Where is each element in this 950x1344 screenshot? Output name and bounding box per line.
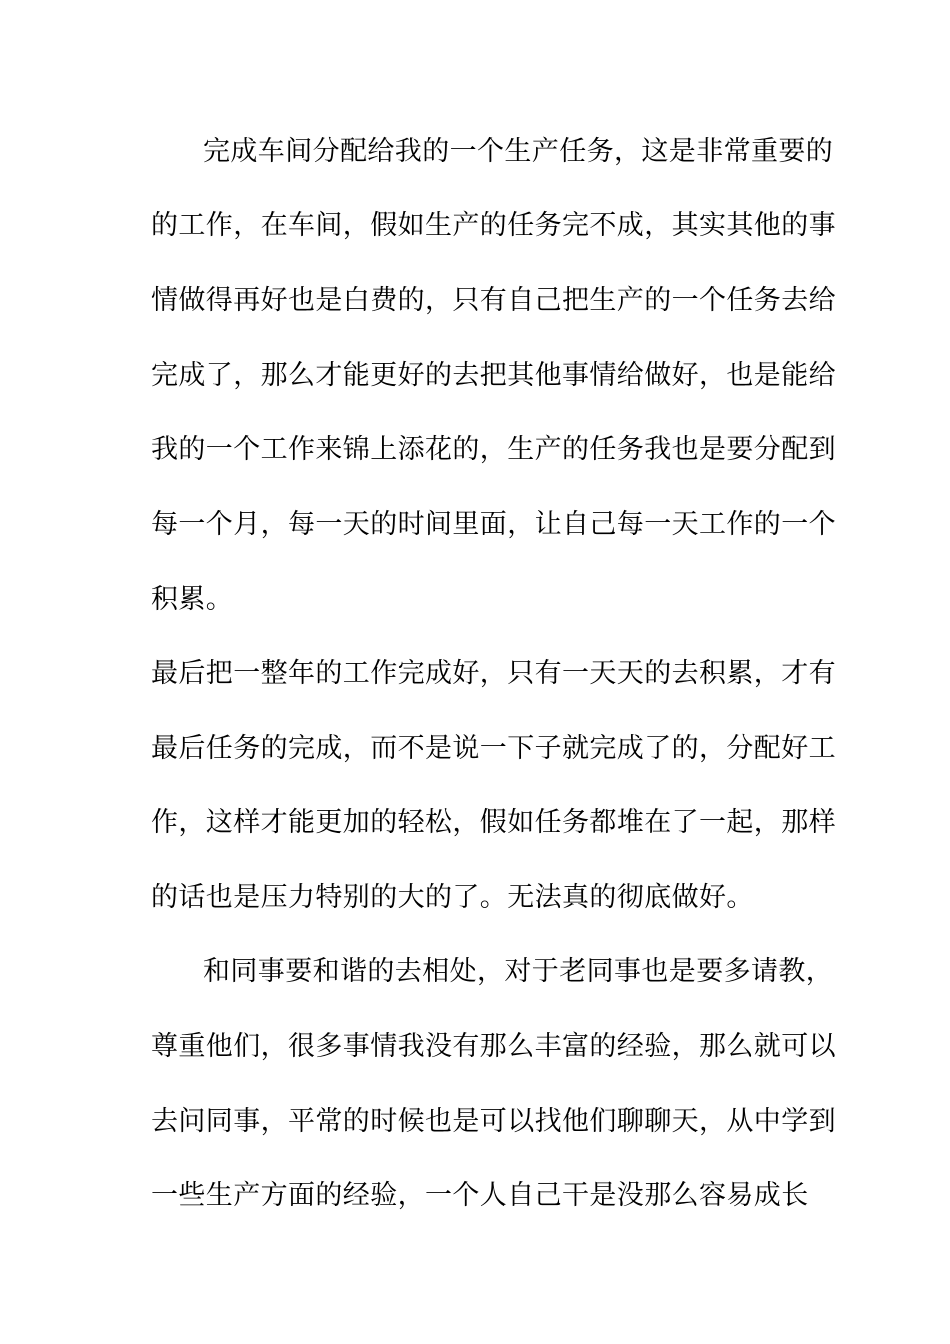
paragraph-3-line-1: 和同事要和谐的去相处，对于老同事也是要多请教， bbox=[203, 956, 834, 987]
paragraph-3-line-4: 一些生产方面的经验，一个人自己干是没那么容易成长 bbox=[151, 1180, 809, 1211]
paragraph-2-line-1: 最后把一整年的工作完成好，只有一天天的去积累，才有 bbox=[151, 658, 836, 689]
paragraph-2-line-2: 最后任务的完成，而不是说一下子就完成了的，分配好工 bbox=[151, 733, 836, 764]
paragraph-1-line-1: 完成车间分配给我的一个生产任务，这是非常重要的 bbox=[203, 136, 834, 167]
paragraph-2-line-3: 作，这样才能更加的轻松，假如任务都堆在了一起，那样 bbox=[151, 807, 836, 838]
paragraph-2-line-4: 的话也是压力特别的大的了。无法真的彻底做好。 bbox=[151, 882, 754, 913]
paragraph-1-line-5: 我的一个工作来锦上添花的，生产的任务我也是要分配到 bbox=[151, 434, 836, 465]
paragraph-1-line-7: 积累。 bbox=[151, 584, 234, 615]
paragraph-1-line-2: 的工作，在车间，假如生产的任务完不成，其实其他的事 bbox=[151, 210, 836, 241]
paragraph-1-line-4: 完成了，那么才能更好的去把其他事情给做好，也是能给 bbox=[151, 360, 836, 391]
paragraph-3-line-3: 去问同事，平常的时候也是可以找他们聊聊天，从中学到 bbox=[151, 1106, 836, 1137]
paragraph-1-line-3: 情做得再好也是白费的，只有自己把生产的一个任务去给 bbox=[151, 285, 836, 316]
paragraph-1-line-6: 每一个月，每一天的时间里面，让自己每一天工作的一个 bbox=[151, 509, 836, 540]
paragraph-3-line-2: 尊重他们，很多事情我没有那么丰富的经验，那么就可以 bbox=[151, 1031, 836, 1062]
